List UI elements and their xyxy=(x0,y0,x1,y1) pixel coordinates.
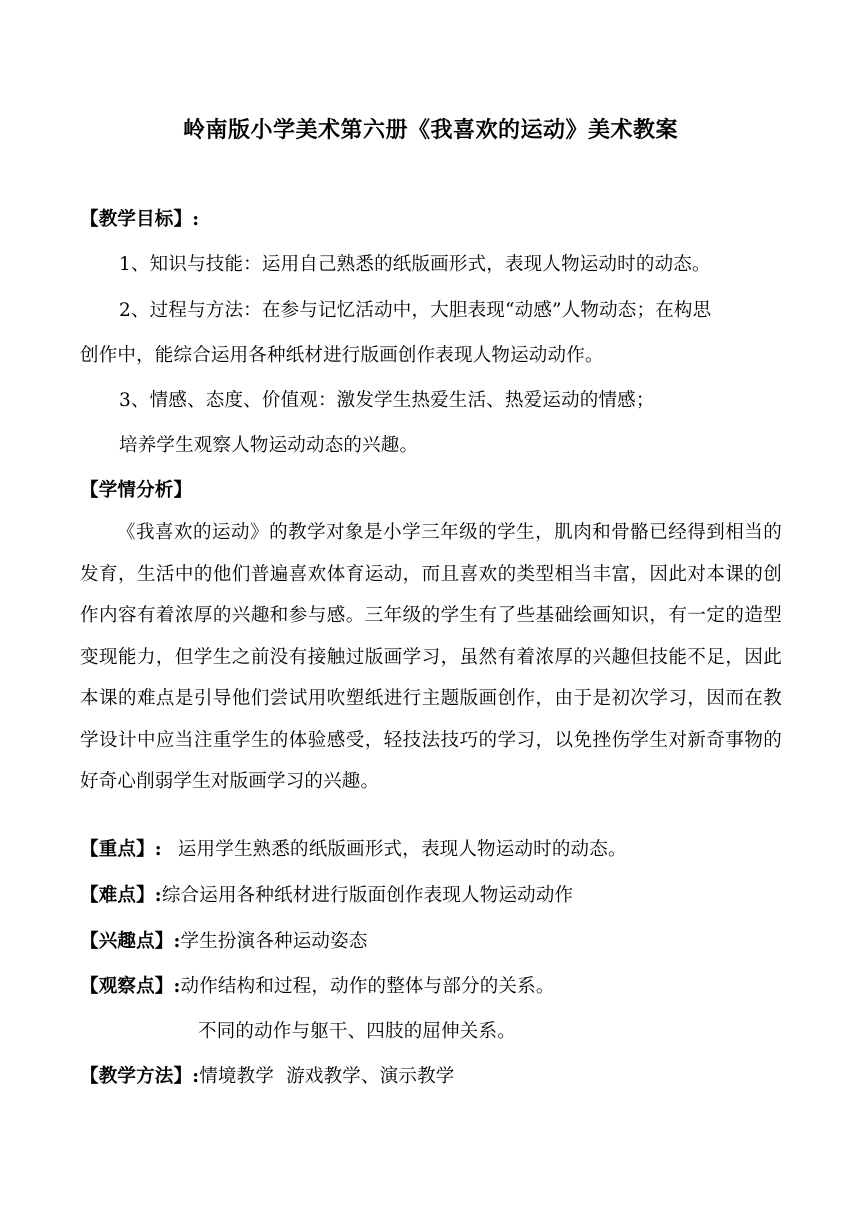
observation-label: 【观察点】: xyxy=(80,976,181,997)
interest-row xyxy=(80,927,368,953)
methods-text: 情境教学 游戏教学、演示教学 xyxy=(199,1066,455,1087)
goal-item-2-line-1: 2、过程与方法：在参与记忆活动中，大胆表现“动感”人物动态；在构思 xyxy=(119,300,712,321)
analysis-paragraph: 《我喜欢的运动》的教学对象是小学三年级的学生，肌肉和骨骼已经得到相当的发育，生活中的他们普遍喜欢体育运动，而且喜欢的类型相当丰富，因此对本课的创作内容有着浓厚的兴趣和参与感。三年级的学生有了些基础绘画知识，有一定的造型变现能力，但学生之前没有接触过版画学习，虽然有着浓厚的兴趣但技能不足，因此本课的难点是引导他们尝试用吹塑纸进行主题版画创作，由于是初次学习，因而在教学设计中应当注重学生的体验感受，轻技法技巧的学习，以免挫伤学生对新奇事物的好奇心削弱学生对版画学习的兴趣。 xyxy=(80,522,782,792)
goals-heading: 【教学目标】: xyxy=(80,209,200,230)
difficulty-label: 【难点】: xyxy=(80,885,162,906)
observation-row xyxy=(80,972,555,998)
key-point-label: 【重点】: xyxy=(80,839,162,860)
observation-text: 动作结构和过程，动作的整体与部分的关系。 xyxy=(180,976,555,997)
methods-row xyxy=(80,1062,455,1088)
document-title: 岭南版小学美术第六册《我喜欢的运动》美术教案 xyxy=(183,117,679,143)
interest-text: 学生扮演各种运动姿态 xyxy=(180,931,368,952)
interest-label: 【兴趣点】: xyxy=(80,931,181,952)
difficulty-text: 综合运用各种纸材进行版面创作表现人物运动动作 xyxy=(161,885,574,906)
observation-text-2: 不同的动作与躯干、四肢的屈伸关系。 xyxy=(198,1021,516,1042)
difficulty-row xyxy=(80,881,573,907)
goal-item-3: 3、情感、态度、价值观：激发学生热爱生活、热爱运动的情感； xyxy=(119,390,655,411)
goal-item-1: 1、知识与技能：运用自己熟悉的纸版画形式，表现人物运动时的动态。 xyxy=(119,254,711,275)
goal-item-2-line-2: 创作中，能综合运用各种纸材进行版画创作表现人物运动动作。 xyxy=(80,345,604,366)
key-point-row xyxy=(80,835,627,861)
key-point-text: 运用学生熟悉的纸版画形式，表现人物运动时的动态。 xyxy=(177,839,627,860)
analysis-heading: 【学情分析】 xyxy=(80,480,193,501)
goal-item-3-continued: 培养学生观察人物运动动态的兴趣。 xyxy=(119,435,419,456)
methods-label: 【教学方法】: xyxy=(80,1066,200,1087)
